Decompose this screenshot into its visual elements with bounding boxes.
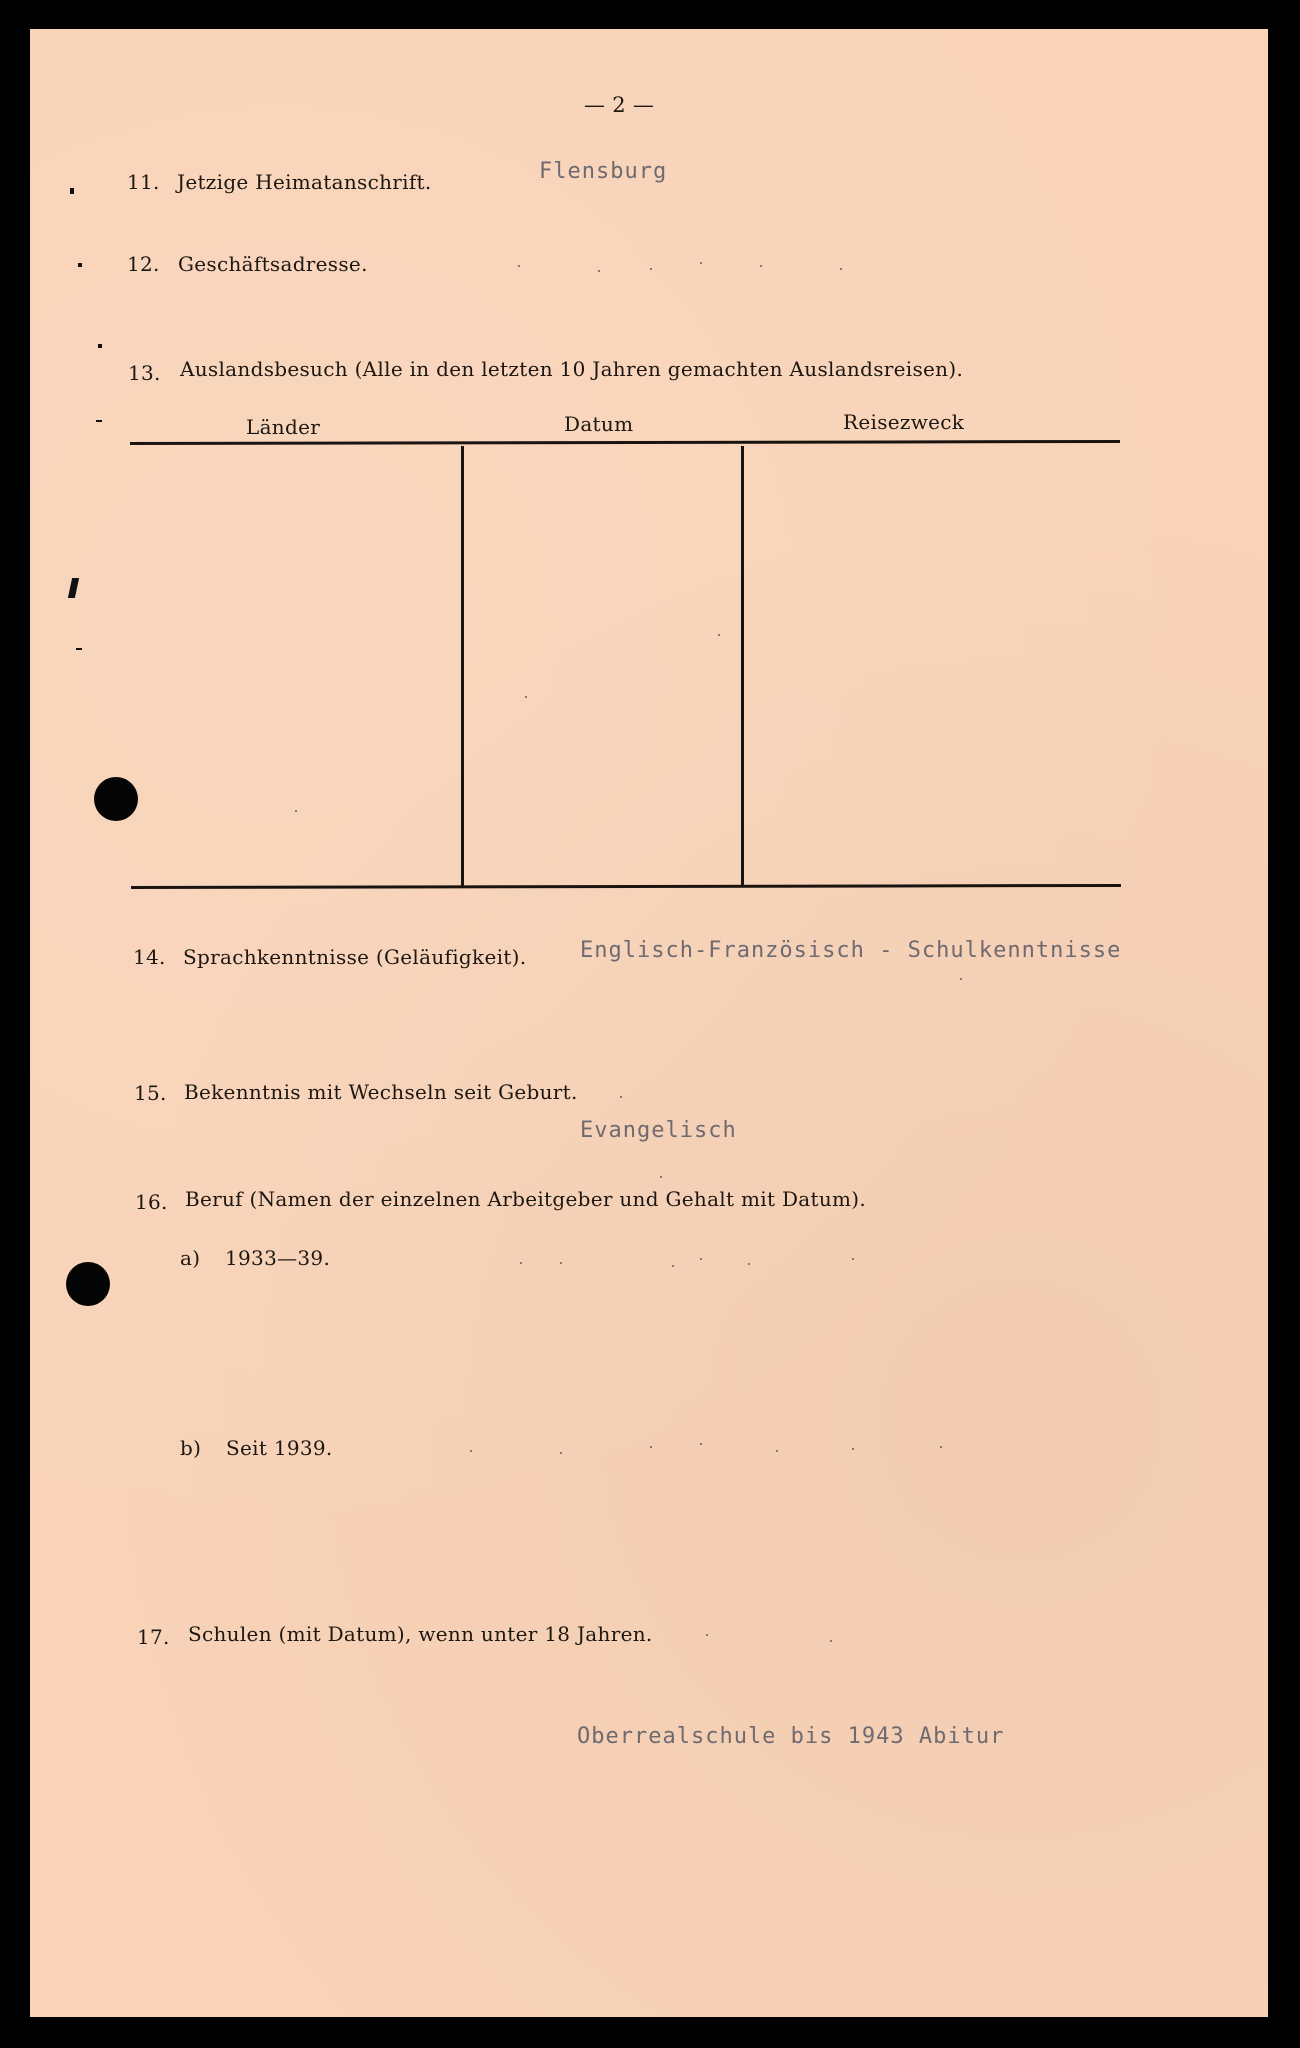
item-14-label: Sprachkenntnisse (Geläufigkeit). (183, 945, 527, 969)
paper-speck (598, 270, 600, 272)
paper-sheet (30, 29, 1268, 2017)
paper-speck (620, 1096, 622, 1098)
column-header-reisezweck: Reisezweck (843, 410, 965, 434)
paper-speck (518, 265, 520, 267)
item-13-number: 13. (128, 361, 161, 385)
item-16-label: Beruf (Namen der einzelnen Arbeitgeber und Gehalt mit Datum). (185, 1187, 867, 1211)
paper-speck (940, 1446, 942, 1448)
item-14-value: Englisch-Französisch - Schulkenntnisse (580, 938, 1122, 963)
item-15-label: Bekenntnis mit Wechseln seit Geburt. (184, 1080, 578, 1104)
paper-speck (295, 810, 297, 812)
paper-speck (470, 1450, 472, 1452)
item-17-value: Oberrealschule bis 1943 Abitur (577, 1724, 1005, 1749)
paper-speck (560, 1452, 562, 1454)
page-number: — 2 — (584, 93, 655, 117)
item-16-number: 16. (135, 1190, 168, 1214)
item-17-label: Schulen (mit Datum), wenn unter 18 Jahren. (188, 1622, 653, 1646)
item-11-label: Jetzige Heimatanschrift. (177, 170, 432, 194)
item-13-label: Auslandsbesuch (Alle in den letzten 10 Jahren gemachten Auslandsreisen). (180, 357, 964, 381)
paper-speck (672, 1265, 674, 1267)
table-column-divider-1 (461, 446, 464, 887)
item-15-value: Evangelisch (580, 1118, 737, 1143)
paper-speck (700, 1443, 702, 1445)
margin-mark (70, 188, 74, 194)
margin-mark (78, 263, 82, 267)
item-12-number: 12. (127, 252, 160, 276)
item-17-number: 17. (137, 1625, 170, 1649)
paper-speck (650, 1446, 652, 1448)
column-header-laender: Länder (246, 415, 321, 439)
paper-speck (525, 696, 527, 698)
paper-speck (700, 262, 702, 264)
item-12-label: Geschäftsadresse. (178, 252, 368, 276)
paper-speck (706, 1634, 708, 1636)
punch-hole (66, 1262, 110, 1306)
margin-mark (98, 344, 102, 348)
table-column-divider-2 (741, 446, 744, 885)
item-11-value: Flensburg (539, 159, 668, 184)
item-16b-period: Seit 1939. (226, 1436, 333, 1460)
punch-hole (94, 777, 138, 821)
margin-mark (96, 420, 102, 422)
margin-mark (76, 648, 82, 650)
paper-speck (560, 1262, 562, 1264)
paper-speck (700, 1258, 702, 1260)
paper-speck (718, 634, 720, 636)
paper-speck (852, 1448, 854, 1450)
item-11-number: 11. (127, 170, 160, 194)
item-14-number: 14. (133, 945, 166, 969)
item-16b-letter: b) (180, 1436, 202, 1460)
item-15-number: 15. (134, 1081, 167, 1105)
paper-speck (520, 1262, 522, 1264)
paper-speck (852, 1258, 854, 1260)
item-16a-period: 1933—39. (225, 1246, 331, 1270)
column-header-datum: Datum (564, 412, 634, 436)
paper-speck (830, 1640, 832, 1642)
paper-speck (960, 978, 962, 980)
paper-speck (660, 1176, 662, 1178)
paper-speck (840, 268, 842, 270)
paper-speck (760, 265, 762, 267)
paper-speck (650, 268, 652, 270)
paper-speck (748, 1263, 750, 1265)
paper-speck (776, 1450, 778, 1452)
item-16a-letter: a) (180, 1246, 201, 1270)
